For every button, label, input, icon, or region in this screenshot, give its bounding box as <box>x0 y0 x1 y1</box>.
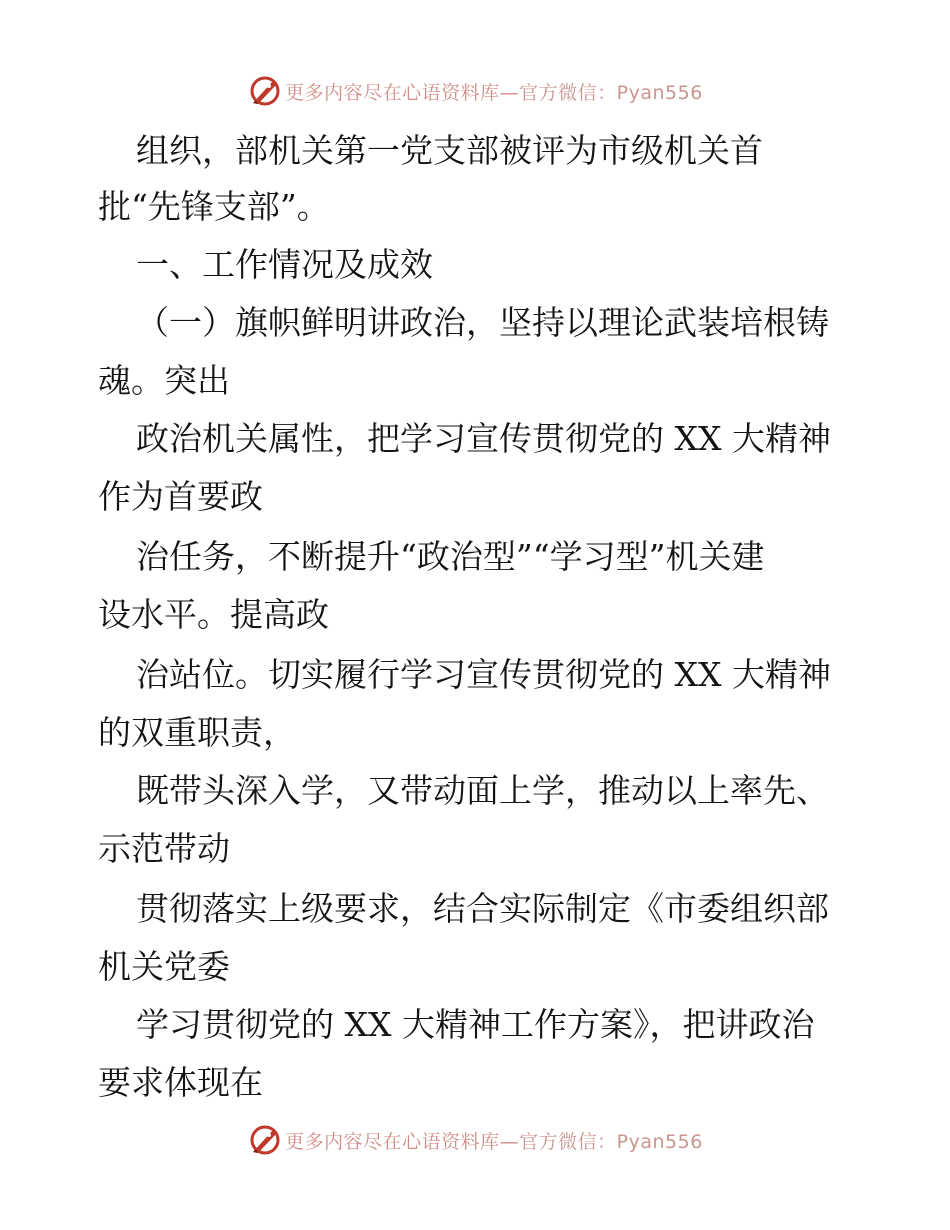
header-watermark-text <box>285 78 703 105</box>
header-watermark <box>0 71 950 111</box>
text-line: 作为首要政 <box>98 477 263 516</box>
text-line: 示范带动 <box>98 829 230 868</box>
watermark-separator: — <box>499 81 520 104</box>
watermark-wechat-text: 官方微信：Pyan556 <box>519 81 703 104</box>
pen-circle-logo-icon <box>247 73 283 109</box>
watermark-site-text: 更多内容尽在心语资料库 <box>285 1130 500 1153</box>
text-line: 政治机关属性，把学习宣传贯彻党的 XX 大精神 <box>136 419 831 458</box>
text-line: （一）旗帜鲜明讲政治，坚持以理论武装培根铸 <box>136 303 829 342</box>
watermark-site-text: 更多内容尽在心语资料库 <box>285 81 500 104</box>
text-line: 的双重职责， <box>98 713 296 752</box>
text-line: 要求体现在 <box>98 1063 263 1102</box>
pen-circle-logo-icon <box>247 1122 283 1158</box>
footer-watermark <box>0 1120 950 1160</box>
text-line: 机关党委 <box>98 947 230 986</box>
text-line: 治站位。切实履行学习宣传贯彻党的 XX 大精神 <box>136 655 831 694</box>
text-line: 魂。突出 <box>98 361 230 400</box>
text-line: 治任务，不断提升“政治型”“学习型”机关建 <box>136 537 765 576</box>
text-line: 学习贯彻党的 XX 大精神工作方案》，把讲政治 <box>136 1005 815 1044</box>
text-line: 既带头深入学，又带动面上学，推动以上率先、 <box>136 771 829 810</box>
text-line: 贯彻落实上级要求，结合实际制定《市委组织部 <box>136 889 829 928</box>
watermark-separator: — <box>499 1130 520 1153</box>
text-line: 组织，部机关第一党支部被评为市级机关首 <box>136 131 763 170</box>
watermark-wechat-text: 官方微信：Pyan556 <box>519 1130 703 1153</box>
text-line: 批“先锋支部”。 <box>98 187 330 226</box>
text-line: 一、工作情况及成效 <box>136 245 433 284</box>
footer-watermark-text <box>285 1127 703 1154</box>
text-line: 设水平。提高政 <box>98 595 329 634</box>
